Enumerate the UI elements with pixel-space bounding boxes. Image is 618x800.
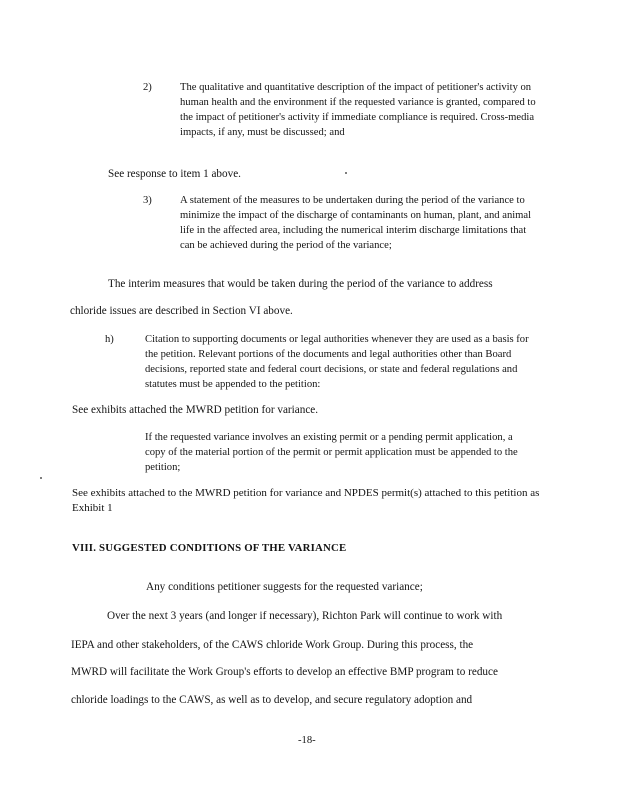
response-item-h: See exhibits attached the MWRD petition for variance. <box>72 404 319 416</box>
section-8-heading: VIII. SUGGESTED CONDITIONS OF THE VARIANCE <box>72 542 347 554</box>
response-permit: See exhibits attached to the MWRD petition for variance and NPDES permit(s) attached to this petition as Exhibit 1 <box>72 487 540 514</box>
scan-speck <box>40 477 42 479</box>
page-number: -18- <box>298 735 316 746</box>
item-3-number: 3) <box>143 195 152 206</box>
permit-item-text: If the requested variance involves an existing permit or a pending permit application, a copy of the material portion of the permit or permit application must be appended to the petition; <box>145 432 518 473</box>
response-item-3-line-2: chloride issues are described in Section VI above. <box>70 305 293 317</box>
item-h-number: h) <box>105 334 114 345</box>
section-8-paragraph-line: IEPA and other stakeholders, of the CAWS chloride Work Group. During this process, the <box>71 639 474 651</box>
section-8-paragraph-line: Over the next 3 years (and longer if necessary), Richton Park will continue to work with <box>107 610 503 622</box>
section-8-prompt: Any conditions petitioner suggests for the requested variance; <box>146 581 423 593</box>
response-item-2: See response to item 1 above. <box>108 168 241 180</box>
response-item-3-line-1: The interim measures that would be taken during the period of the variance to address <box>108 278 493 290</box>
item-3-text: A statement of the measures to be undertaken during the period of the variance to minimize the impact of the discharge of contaminants on human, plant, and animal life in the affected area, including the numerical interim discharge limitations that can be achieved during the period of the variance; <box>180 195 532 251</box>
section-8-paragraph-line: MWRD will facilitate the Work Group's efforts to develop an effective BMP program to reduce <box>71 666 498 678</box>
item-2-number: 2) <box>143 82 152 93</box>
section-8-paragraph-line: chloride loadings to the CAWS, as well as to develop, and secure regulatory adoption and <box>71 694 473 706</box>
scan-speck <box>345 172 347 174</box>
item-2-text: The qualitative and quantitative description of the impact of petitioner's activity on human health and the environment if the requested variance is granted, compared to the impact of petitioner's activity if immediate compliance is required. Cross-media impacts, if any, must be discussed; and <box>180 82 536 138</box>
item-h-text: Citation to supporting documents or legal authorities whenever they are used as a basis for the petition. Relevant portions of the documents and legal authorities other than Board decisions, reported state and federal court decisions, or state and federal regulations and statutes must be appended to the petition: <box>145 334 529 390</box>
